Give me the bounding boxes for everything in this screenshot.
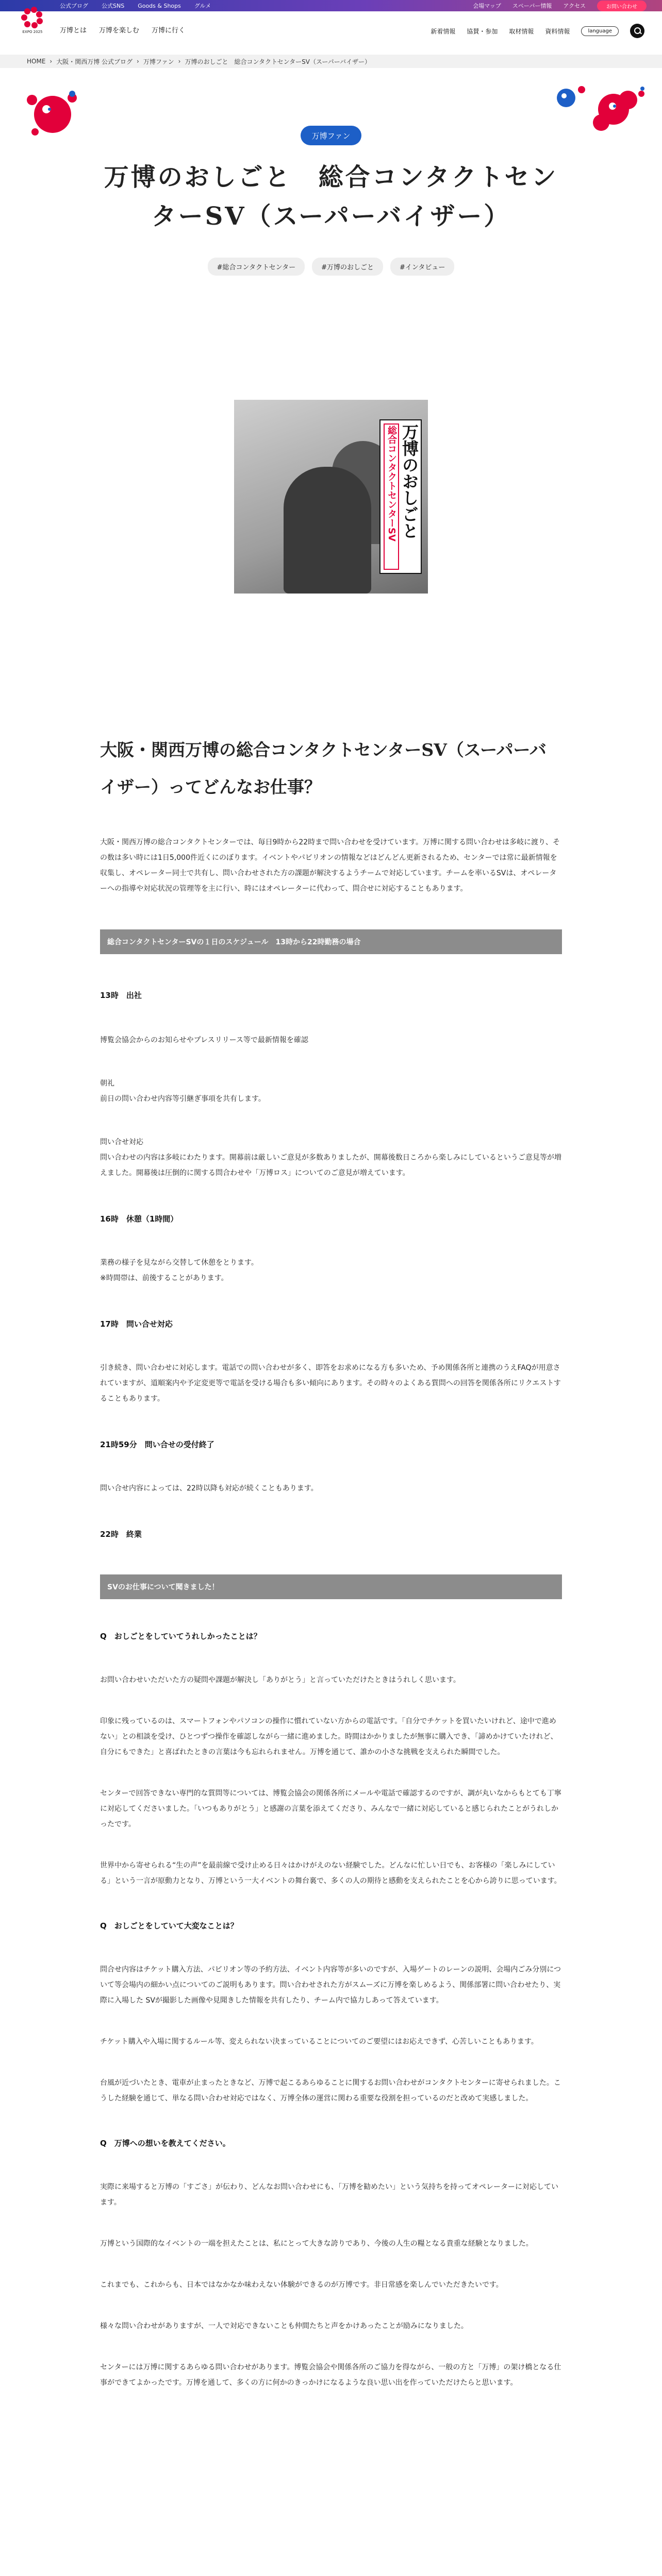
schedule-1600-title: 16時 休憩（1時間）	[100, 1214, 178, 1224]
breadcrumb-category[interactable]: 万博ファン	[143, 58, 174, 65]
nav-documents[interactable]: 資料情報	[545, 27, 570, 35]
question-2: Q おしごとをしていて大変なことは？	[100, 1921, 238, 1930]
schedule-meeting-label: 朝礼	[100, 1079, 114, 1088]
qa-section-bar: SVのお仕事について聞きました！	[100, 1574, 562, 1599]
nav-enjoy-expo[interactable]: 万博を楽しむ	[99, 27, 140, 35]
schedule-inquiry-label: 問い合せ対応	[100, 1138, 143, 1146]
question-3: Q 万博への想いを教えてください。	[100, 2139, 230, 2148]
page-title: 万博のおしごと 総合コンタクトセンターSV（スーパーバイザー）	[104, 163, 558, 231]
main-navigation	[60, 15, 648, 38]
nav-sponsor[interactable]: 協賛・参加	[467, 27, 498, 35]
answer-2-p2: チケット購入や入場に関するルール等、変えられない決まっていることについてのご要望にはお応えできず、心苦しいこともあります。	[100, 2038, 538, 2046]
topbar-link-goods[interactable]: Goods & Shops	[138, 2, 181, 9]
person-seated	[284, 467, 371, 594]
schedule-1700-text: 引き続き、問い合わせに対応します。電話での問い合わせが多く、即答をお求めになる方も多いため、予め関係各所と連携のうえFAQが用意されていますが、道順案内や予定変更等で電話を受ける場合も多い傾向にあります。その時々のよくある質問への回答を関係各所にリクエストすることもあります。	[100, 1364, 561, 1403]
nav-about-expo[interactable]: 万博とは	[60, 27, 87, 35]
nav-visit-expo[interactable]: 万博に行く	[152, 27, 186, 35]
question-1: Q おしごとをしていてうれしかったことは？	[100, 1632, 261, 1641]
svg-text:EXPO 2025: EXPO 2025	[22, 30, 43, 34]
tag-interview[interactable]: #インタビュー	[390, 258, 454, 276]
contact-button[interactable]: お問い合わせ	[597, 1, 647, 11]
chevron-right-icon: ›	[49, 58, 53, 65]
answer-1-p1: お問い合わせいただいた方の疑問や課題が解決し「ありがとう」と言っていただけたときはうれしく思います。	[100, 1676, 460, 1684]
article-body	[100, 732, 562, 2391]
decorative-dots-left	[21, 82, 82, 144]
schedule-meeting-text: 前日の問い合わせ内容等引継ぎ事項を共有します。	[100, 1095, 266, 1103]
search-icon[interactable]	[630, 24, 644, 38]
answer-3-p1: 実際に来場すると万博の「すごさ」が伝わり、どんなお問い合わせにも、「万博を勧めたい」という気持ちを持ってオペレーターに対応しています。	[100, 2183, 558, 2207]
answer-1-p4: 世界中から寄せられる“生の声”を最前線で受け止める日々はかけがえのない経験でした。どんなに忙しい日でも、お客様の「楽しみにしている」という一言が原動力となり、万博という一大イベントの舞台裏で、多くの人の期待と感動を支えられたことを心から誇りに思っています。	[100, 1861, 561, 1885]
breadcrumb-home[interactable]: HOME	[27, 58, 46, 65]
expo-logo[interactable]	[21, 6, 44, 37]
nav-press[interactable]: 取材情報	[509, 27, 534, 35]
intro-paragraph: 大阪・関西万博の総合コンタクトセンターでは、毎日9時から22時まで問い合わせを受けています。万博に関する問い合わせは多岐に渡り、その数は多い時には1日5,000件近くにのぼります。イベントやパビリオンの情報などはどんどん更新されるため、センターでは常に最新情報を収集し、オペレーター同士で共有し、問い合わせされた方の課題が解決するようチームで対応しています。チームを率いるSVは、オペレーターへの指導や対応状況の管理等を主に行い、時にはオペレーターに代わって、問合せに対応することもあります。	[100, 838, 560, 893]
topbar-link-access[interactable]: アクセス	[563, 3, 586, 9]
answer-3-p4: 様々な問い合わせがありますが、一人で対応できないことも仲間たちと声をかけあったことが励みになりました。	[100, 2322, 468, 2330]
breadcrumb-current: 万博のおしごと 総合コンタクトセンターSV（スーパーバイザー）	[185, 58, 371, 65]
topbar-link-paper[interactable]: スペーパー情報	[512, 3, 552, 9]
schedule-2200-title: 22時 終業	[100, 1530, 142, 1539]
hero-image	[234, 400, 428, 594]
breadcrumb	[0, 55, 662, 68]
schedule-2159-title: 21時59分 問い合せの受付終了	[100, 1440, 214, 1449]
answer-2-p3: 台風が近づいたとき、電車が止まったときなど、万博で起こるあらゆることに関するお問い合わせがコンタクトセンターに寄せられました。こうした経験を通じて、単なる問い合わせ対応ではなく、万博全体の運営に関わる重要な役割を担っているのだと改めて実感しました。	[100, 2079, 561, 2103]
top-utility-bar	[0, 0, 662, 11]
schedule-2159-text: 問い合せ内容によっては、22時以降も対応が続くこともあります。	[100, 1484, 318, 1493]
topbar-link-blog[interactable]: 公式ブログ	[60, 3, 88, 9]
answer-1-p2: 印象に残っているのは、スマートフォンやパソコンの操作に慣れていない方からの電話です。「自分でチケットを買いたいけれど、途中で進めない」との相談を受け、ひとつずつ操作を確認しながら一緒に進めました。時間はかかりましたが無事に購入でき、「諦めかけていたけれど、自分にもできた」と喜ばれたときの言葉は今も忘れられません。万博を通じて、誰かの小さな挑戦を支えられた瞬間でした。	[100, 1717, 558, 1756]
answer-3-p2: 万博という国際的なイベントの一端を担えたことは、私にとって大きな誇りであり、今後の人生の糧となる貴重な経験となりました。	[100, 2240, 533, 2248]
schedule-inquiry-text: 問い合わせの内容は多岐にわたります。開幕前は厳しいご意見が多数ありましたが、開幕後数日ころから楽しみにしているというご意見等が増えました。開幕後は圧倒的に関する問合わせや「万博ロス」についてのご意見が増えています。	[100, 1154, 561, 1177]
answer-1-p3: センターで回答できない専門的な質問等については、博覧会協会の関係各所にメールや電話で確認するのですが、調が丸いなからもとても丁寧に対応してくださいました。「いつもありがとう」と感謝の言葉を添えてくださり、みんなで一緒に対応していると感じられたことがうれしかったです。	[100, 1789, 561, 1828]
answer-2-p1: 問合せ内容はチケット購入方法、パビリオン等の予約方法、イベント内容等が多いのですが、入場ゲートのレーンの説明、会場内ごみ分別について等会場内の細かい点についてのご説明もあります。問い合わせされた方がスムーズに万博を楽しめるよう、関係部署に問い合わせたり、実際に入場した SVが撮影した画像や見聞きした情報を共有したり、チーム内で協力しあって答えています。	[100, 1965, 561, 2005]
hero-title-card: 万博のおしごと 総合コンタクトセンターSV	[379, 419, 422, 574]
decorative-dots-right	[552, 77, 650, 144]
language-select[interactable]: language	[581, 26, 619, 36]
topbar-link-map[interactable]: 会場マップ	[473, 3, 501, 9]
answer-3-p3: これまでも、これからも、日本ではなかなか味わえない体験ができるのが万博です。非日常感を楽しんでいただきたいです。	[100, 2281, 503, 2289]
tag-list	[0, 258, 662, 276]
schedule-1300-text: 博覧会協会からのお知らせやプレスリリース等で最新情報を確認	[100, 1036, 308, 1044]
schedule-1600-text-b: ※時間帯は、前後することがあります。	[100, 1274, 228, 1282]
schedule-1700-title: 17時 問い合せ対応	[100, 1319, 173, 1329]
topbar-link-gourmet[interactable]: グルメ	[194, 3, 211, 9]
topbar-link-sns[interactable]: 公式SNS	[102, 3, 125, 9]
schedule-1300-title: 13時 出社	[100, 991, 142, 1000]
schedule-1600-text-a: 業務の様子を見ながら交替して休憩をとります。	[100, 1259, 258, 1267]
breadcrumb-blog[interactable]: 大阪・関西万博 公式ブログ	[56, 58, 133, 65]
nav-news[interactable]: 新着情報	[431, 27, 456, 35]
category-badge[interactable]: 万博ファン	[301, 126, 361, 145]
schedule-section-bar: 総合コンタクトセンターSVの１日のスケジュール 13時から22時勤務の場合	[100, 929, 562, 954]
tag-contact-center[interactable]: #総合コンタクトセンター	[208, 258, 305, 276]
tag-expo-work[interactable]: #万博のおしごと	[312, 258, 383, 276]
chevron-right-icon: ›	[137, 58, 139, 65]
article-heading: 大阪・関西万博の総合コンタクトセンターSV（スーパーバイザー）ってどんなお仕事？	[100, 740, 547, 797]
answer-3-p5: センターには万博に関するあらゆる問い合わせがあります。博覧会協会や関係各所のご協力を得ながら、一般の方と「万博」の架け橋となる仕事ができてよかったです。万博を通して、多くの方に何かのきっかけになるような良い思い出を作っていただけたらと思います。	[100, 2363, 561, 2387]
chevron-right-icon: ›	[178, 58, 181, 65]
